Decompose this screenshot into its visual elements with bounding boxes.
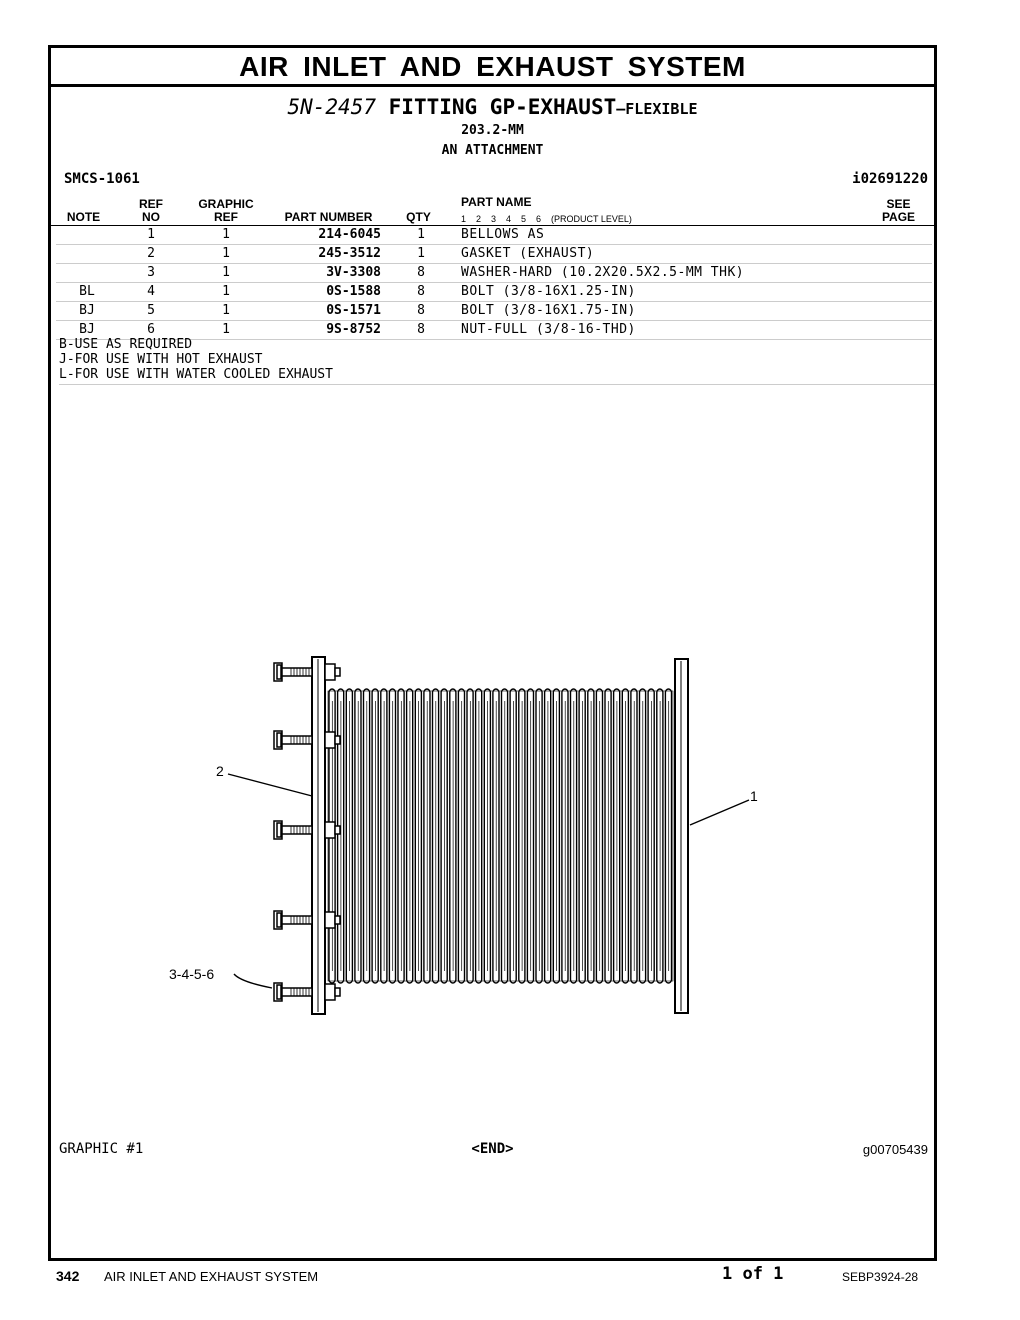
note-item: B-USE AS REQUIRED <box>59 337 193 352</box>
part-group-size: 203.2-MM <box>461 123 524 138</box>
col-note: NOTE <box>66 210 101 224</box>
col-part-number: PART NUMBER <box>284 210 373 224</box>
row-qty: 8 <box>417 284 425 299</box>
bolt-assemblies <box>274 663 340 1001</box>
part-group-number: 5N-2457 <box>287 95 376 119</box>
graphic-label: GRAPHIC #1 <box>59 1141 144 1157</box>
bellows-drawing <box>328 689 673 983</box>
right-flange <box>675 659 688 1013</box>
row-part-name: BOLT (3/8-16X1.75-IN) <box>461 303 636 318</box>
col-ref-2: NO <box>142 210 160 224</box>
row-part-name: WASHER-HARD (10.2X20.5X2.5-MM THK) <box>461 265 745 280</box>
part-group-suffix: —FLEXIBLE <box>616 100 698 118</box>
col-product-level: 1 2 3 4 5 6 (PRODUCT LEVEL) <box>461 214 632 224</box>
smcs-code: SMCS-1061 <box>64 171 140 187</box>
row-part-name: GASKET (EXHAUST) <box>461 246 595 261</box>
row-qty: 1 <box>417 246 425 261</box>
footer-section: AIR INLET AND EXHAUST SYSTEM <box>104 1269 319 1284</box>
footer-page-of: 1 of 1 <box>722 1264 784 1284</box>
left-flange <box>312 657 325 1014</box>
row-part-number: 0S-1571 <box>326 303 381 318</box>
part-group-attachment: AN ATTACHMENT <box>441 143 544 158</box>
row-part-name: BELLOWS AS <box>461 227 545 242</box>
row-part-name: NUT-FULL (3/8-16-THD) <box>461 322 636 337</box>
col-graphic-2: REF <box>214 210 238 224</box>
col-graphic-1: GRAPHIC <box>198 197 254 211</box>
row-note: BJ <box>79 303 95 318</box>
callout-3-4-5-6: 3-4-5-6 <box>169 966 215 982</box>
page-frame <box>48 45 937 1261</box>
row-qty: 8 <box>417 303 425 318</box>
note-item: L-FOR USE WITH WATER COOLED EXHAUST <box>59 367 333 382</box>
row-graphic: 1 <box>222 322 230 337</box>
row-ref: 5 <box>147 303 155 318</box>
col-part-name: PART NAME <box>461 195 532 209</box>
row-ref: 4 <box>147 284 155 299</box>
row-qty: 1 <box>417 227 425 242</box>
fitting-illustration <box>51 48 934 1258</box>
row-part-number: 9S-8752 <box>326 322 381 337</box>
row-ref: 3 <box>147 265 155 280</box>
col-see-1: SEE <box>886 197 911 211</box>
footer-doc-id: SEBP3924-28 <box>842 1270 919 1284</box>
row-ref: 2 <box>147 246 155 261</box>
callout-2: 2 <box>216 763 224 779</box>
footer-page-number: 342 <box>56 1268 80 1284</box>
row-part-number: 0S-1588 <box>326 284 381 299</box>
row-graphic: 1 <box>222 284 230 299</box>
row-qty: 8 <box>417 265 425 280</box>
row-graphic: 1 <box>222 227 230 242</box>
row-qty: 8 <box>417 322 425 337</box>
graphic-id: g00705439 <box>862 1142 928 1157</box>
row-part-number: 3V-3308 <box>326 265 381 280</box>
end-marker: <END> <box>471 1141 514 1157</box>
section-title: AIR INLET AND EXHAUST SYSTEM <box>51 48 934 87</box>
col-qty: QTY <box>406 210 431 224</box>
col-see-2: PAGE <box>881 210 916 224</box>
part-group-name: FITTING GP-EXHAUST <box>388 95 617 119</box>
row-graphic: 1 <box>222 265 230 280</box>
row-note: BJ <box>79 322 95 337</box>
row-part-number: 214-6045 <box>318 227 381 242</box>
row-ref: 6 <box>147 322 155 337</box>
col-ref-1: REF <box>139 197 163 211</box>
info-id: i02691220 <box>852 171 928 187</box>
row-graphic: 1 <box>222 246 230 261</box>
callout-1: 1 <box>750 788 758 804</box>
row-part-name: BOLT (3/8-16X1.25-IN) <box>461 284 636 299</box>
row-part-number: 245-3512 <box>318 246 381 261</box>
row-graphic: 1 <box>222 303 230 318</box>
row-note: BL <box>79 284 95 299</box>
note-item: J-FOR USE WITH HOT EXHAUST <box>59 352 263 367</box>
row-ref: 1 <box>147 227 155 242</box>
